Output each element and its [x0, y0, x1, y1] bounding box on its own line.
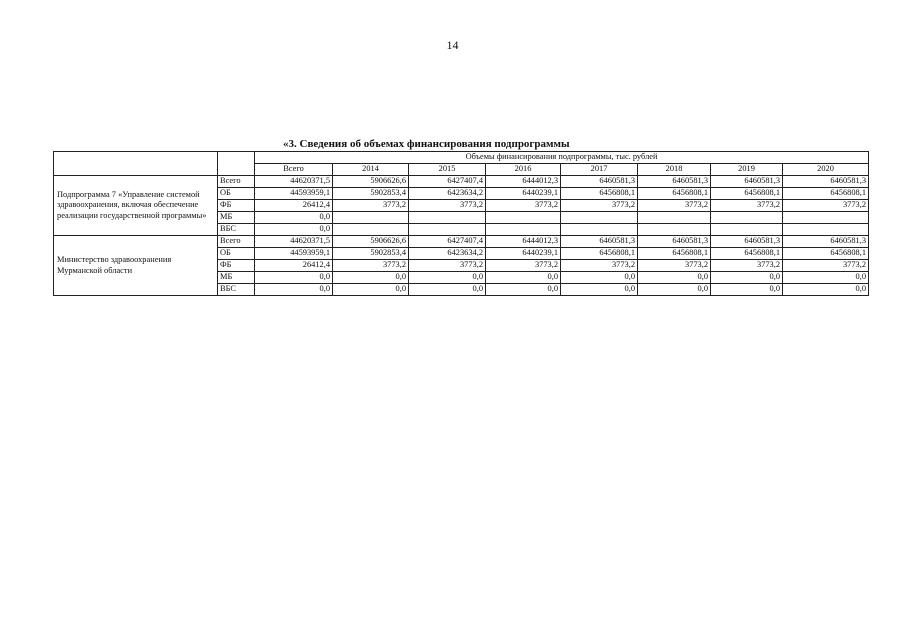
value-cell: 0,0: [783, 284, 869, 296]
value-cell: [711, 212, 783, 224]
value-cell: [486, 212, 561, 224]
column-header: Всего: [255, 164, 333, 176]
value-cell: 6456808,1: [561, 188, 638, 200]
value-cell: 0,0: [255, 284, 333, 296]
value-cell: 6460581,3: [561, 176, 638, 188]
value-cell: 3773,2: [638, 200, 711, 212]
value-cell: 0,0: [638, 272, 711, 284]
value-cell: [561, 212, 638, 224]
header-group-title: Объемы финансирования подпрограммы, тыс. рублей: [255, 152, 869, 164]
entity-cell: Подпрограмма 7 «Управление системой здравоохранения, включая обеспечение реализации государственной программы»: [54, 176, 218, 236]
value-cell: [333, 212, 409, 224]
value-cell: [783, 212, 869, 224]
value-cell: 3773,2: [333, 260, 409, 272]
value-cell: 6460581,3: [711, 176, 783, 188]
value-cell: 6444012,3: [486, 236, 561, 248]
funding-type-cell: ОБ: [218, 188, 255, 200]
value-cell: 0,0: [333, 284, 409, 296]
value-cell: 3773,2: [711, 200, 783, 212]
funding-type-cell: Всего: [218, 236, 255, 248]
value-cell: 6460581,3: [783, 236, 869, 248]
value-cell: 3773,2: [783, 200, 869, 212]
value-cell: [711, 224, 783, 236]
funding-type-cell: МБ: [218, 272, 255, 284]
value-cell: [783, 224, 869, 236]
value-cell: 3773,2: [486, 260, 561, 272]
column-header: 2019: [711, 164, 783, 176]
value-cell: 0,0: [255, 212, 333, 224]
value-cell: 6456808,1: [711, 248, 783, 260]
value-cell: 0,0: [255, 272, 333, 284]
value-cell: 3773,2: [486, 200, 561, 212]
column-header: 2015: [409, 164, 486, 176]
value-cell: 6427407,4: [409, 176, 486, 188]
value-cell: 6460581,3: [783, 176, 869, 188]
value-cell: 5902853,4: [333, 188, 409, 200]
section-title: «3. Сведения об объемах финансирования подпрограммы: [283, 138, 570, 150]
value-cell: 3773,2: [783, 260, 869, 272]
value-cell: 6456808,1: [561, 248, 638, 260]
value-cell: 0,0: [486, 272, 561, 284]
value-cell: [486, 224, 561, 236]
value-cell: 6423634,2: [409, 188, 486, 200]
value-cell: 6456808,1: [783, 188, 869, 200]
value-cell: [638, 224, 711, 236]
value-cell: [561, 224, 638, 236]
value-cell: 26412,4: [255, 260, 333, 272]
value-cell: 6460581,3: [711, 236, 783, 248]
value-cell: 0,0: [638, 284, 711, 296]
value-cell: 0,0: [409, 284, 486, 296]
entity-cell: Министерство здравоохранения Мурманской области: [54, 236, 218, 296]
page-number: 14: [446, 38, 459, 52]
column-header: 2020: [783, 164, 869, 176]
value-cell: 3773,2: [409, 260, 486, 272]
column-header: 2017: [561, 164, 638, 176]
value-cell: 0,0: [486, 284, 561, 296]
value-cell: 6456808,1: [783, 248, 869, 260]
value-cell: 6460581,3: [561, 236, 638, 248]
funding-type-cell: ФБ: [218, 260, 255, 272]
value-cell: 44620371,5: [255, 176, 333, 188]
value-cell: 3773,2: [409, 200, 486, 212]
value-cell: 6460581,3: [638, 176, 711, 188]
table-row: [54, 236, 869, 248]
value-cell: 0,0: [409, 272, 486, 284]
header-blank-entity: [54, 152, 218, 176]
funding-type-cell: ВБС: [218, 284, 255, 296]
value-cell: 3773,2: [711, 260, 783, 272]
value-cell: 0,0: [711, 284, 783, 296]
value-cell: 0,0: [561, 284, 638, 296]
value-cell: 6456808,1: [711, 188, 783, 200]
value-cell: 6456808,1: [638, 248, 711, 260]
header-blank-type: [218, 152, 255, 176]
funding-type-cell: ОБ: [218, 248, 255, 260]
funding-type-cell: МБ: [218, 212, 255, 224]
value-cell: 5902853,4: [333, 248, 409, 260]
value-cell: 3773,2: [561, 260, 638, 272]
value-cell: 5906626,6: [333, 236, 409, 248]
funding-type-cell: ФБ: [218, 200, 255, 212]
value-cell: [333, 224, 409, 236]
value-cell: 0,0: [711, 272, 783, 284]
value-cell: 5906626,6: [333, 176, 409, 188]
column-header: 2016: [486, 164, 561, 176]
value-cell: 3773,2: [333, 200, 409, 212]
value-cell: 6423634,2: [409, 248, 486, 260]
value-cell: [409, 212, 486, 224]
value-cell: 44593959,1: [255, 188, 333, 200]
value-cell: [638, 212, 711, 224]
value-cell: 44593959,1: [255, 248, 333, 260]
value-cell: 3773,2: [561, 200, 638, 212]
table-row: [54, 176, 869, 188]
value-cell: 0,0: [333, 272, 409, 284]
funding-type-cell: Всего: [218, 176, 255, 188]
value-cell: 0,0: [561, 272, 638, 284]
value-cell: 6460581,3: [638, 236, 711, 248]
value-cell: 44620371,5: [255, 236, 333, 248]
value-cell: 6427407,4: [409, 236, 486, 248]
value-cell: 0,0: [783, 272, 869, 284]
value-cell: 0,0: [255, 224, 333, 236]
column-header: 2018: [638, 164, 711, 176]
value-cell: 3773,2: [638, 260, 711, 272]
value-cell: 6440239,1: [486, 188, 561, 200]
value-cell: 6440239,1: [486, 248, 561, 260]
financing-table: [53, 151, 869, 296]
column-header: 2014: [333, 164, 409, 176]
value-cell: 6456808,1: [638, 188, 711, 200]
value-cell: 6444012,3: [486, 176, 561, 188]
value-cell: [409, 224, 486, 236]
value-cell: 26412,4: [255, 200, 333, 212]
funding-type-cell: ВБС: [218, 224, 255, 236]
